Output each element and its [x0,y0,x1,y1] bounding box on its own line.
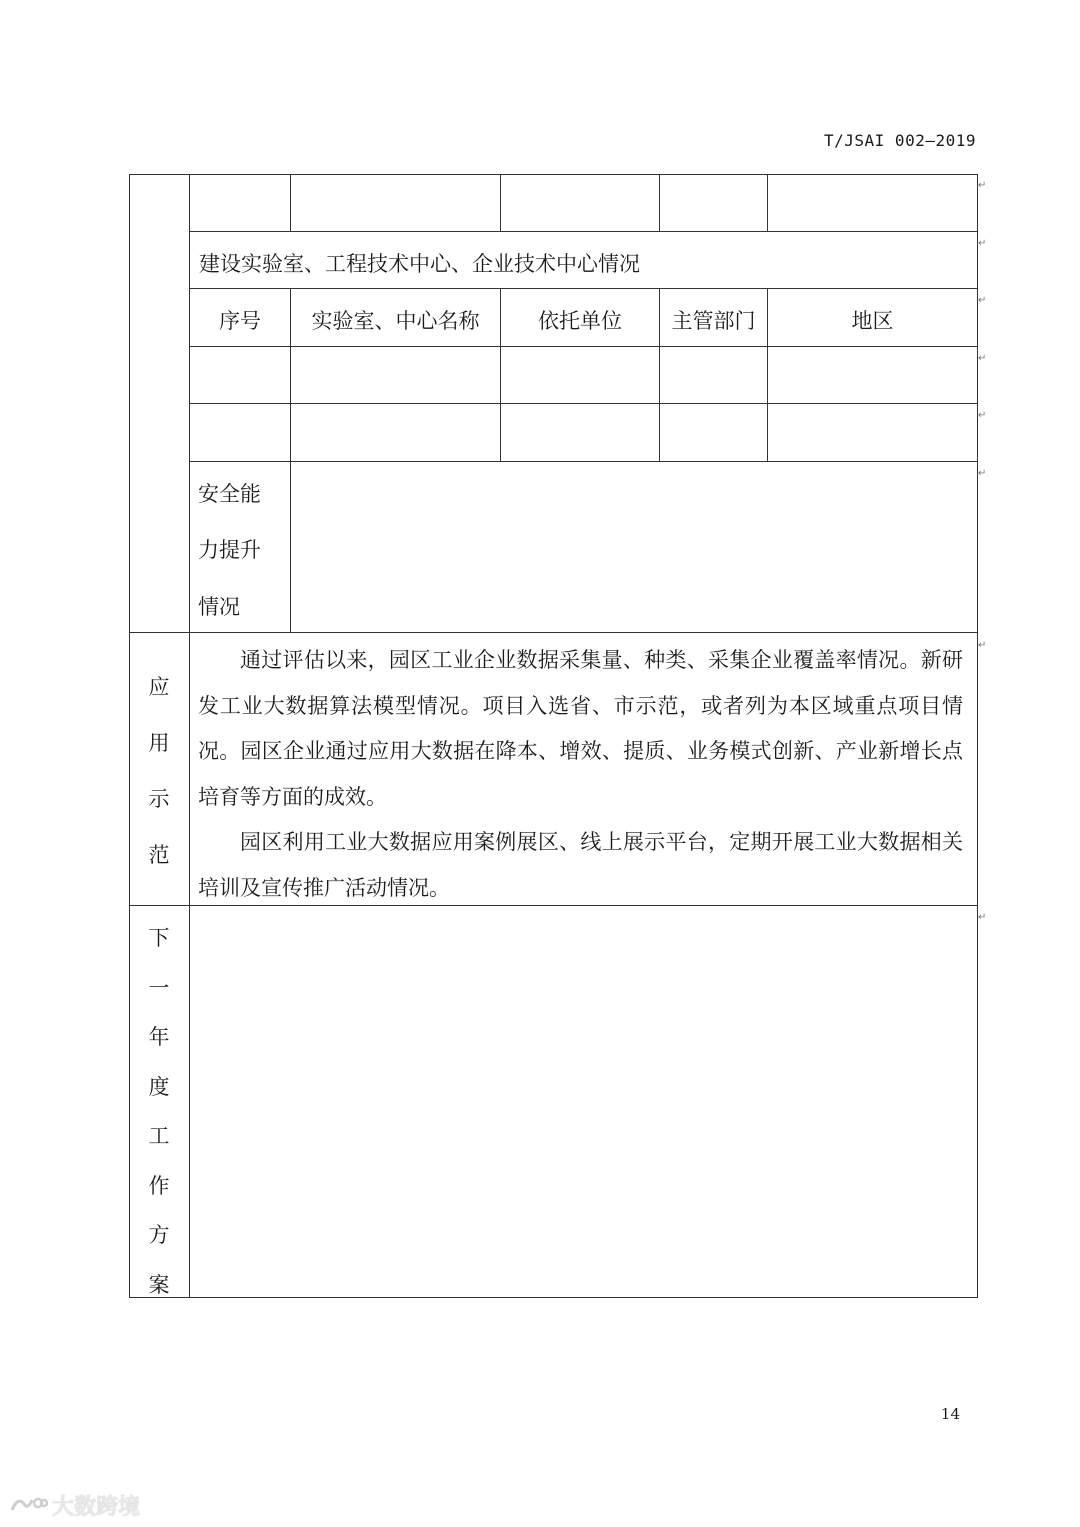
table-border-top [129,174,978,175]
document-code: T/JSAI 002—2019 [824,131,976,150]
column-divider [290,174,291,231]
label-char: 应 [148,675,170,699]
paragraph-mark-icon: ↵ [978,468,987,479]
label-char: 用 [148,731,170,755]
label-char: 下 [148,926,170,950]
column-header-lab-name: 实验室、中心名称 [311,309,480,333]
security-label-line: 力提升 [198,538,261,562]
paragraph-mark-icon: ↵ [978,238,987,249]
column-header-host-unit: 依托单位 [538,309,622,333]
paragraph-mark-icon: ↵ [978,180,987,191]
column-divider [500,174,501,231]
application-demo-paragraph: 园区利用工业大数据应用案例展区、线上展示平台，定期开展工业大数据相关培训及宣传推广活动情况。 [198,830,963,900]
lab-section-title: 建设实验室、工程技术中心、企业技术中心情况 [199,252,640,276]
paragraph-mark-icon: ↵ [978,353,987,364]
watermark-logo-icon [10,1494,48,1520]
label-column-divider [189,174,190,1298]
paragraph-mark-icon: ↵ [978,295,987,306]
label-char: 示 [148,787,170,811]
paragraph-mark-icon: ↵ [978,912,987,923]
label-char: 一 [148,975,170,1000]
row-divider [189,461,978,462]
row-divider-demo-top [129,632,978,633]
label-char: 年 [148,1025,170,1049]
label-char: 工 [148,1124,170,1148]
security-label-line: 安全能 [198,482,261,506]
label-char: 度 [148,1074,170,1099]
column-divider [767,174,768,231]
row-divider [189,288,978,289]
table-border-right [977,174,978,1298]
row-divider [189,346,978,347]
row-divider [189,231,978,232]
column-divider [659,174,660,231]
column-header-region: 地区 [851,309,894,333]
application-demo-paragraph: 通过评估以来，园区工业企业数据采集量、种类、采集企业覆盖率情况。新研发工业大数据算法模型情况。项目入选省、市示范，或者列为本区域重点项目情况。园区企业通过应用大数据在降本、增效、提质、业务模式创新、产业新增长点培育等方面的成效。 [198,648,963,809]
security-label-line: 情况 [198,595,240,619]
paragraph-mark-icon: ↵ [978,410,987,421]
watermark-text: 大数跨境 [52,1495,141,1520]
paragraph-mark-icon: ↵ [978,640,987,651]
label-char: 案 [148,1272,170,1297]
column-divider [290,461,291,632]
column-header-department: 主管部门 [671,309,756,333]
watermark [10,1490,140,1521]
page-number: 14 [940,1405,960,1423]
column-header-serial: 序号 [219,309,261,333]
label-char: 范 [148,843,170,867]
label-char: 方 [148,1223,170,1247]
next-year-plan-label [129,922,189,1318]
application-demo-label [129,671,189,895]
label-char: 作 [148,1173,170,1198]
row-divider [189,403,978,404]
table-border-bottom [129,1297,978,1298]
